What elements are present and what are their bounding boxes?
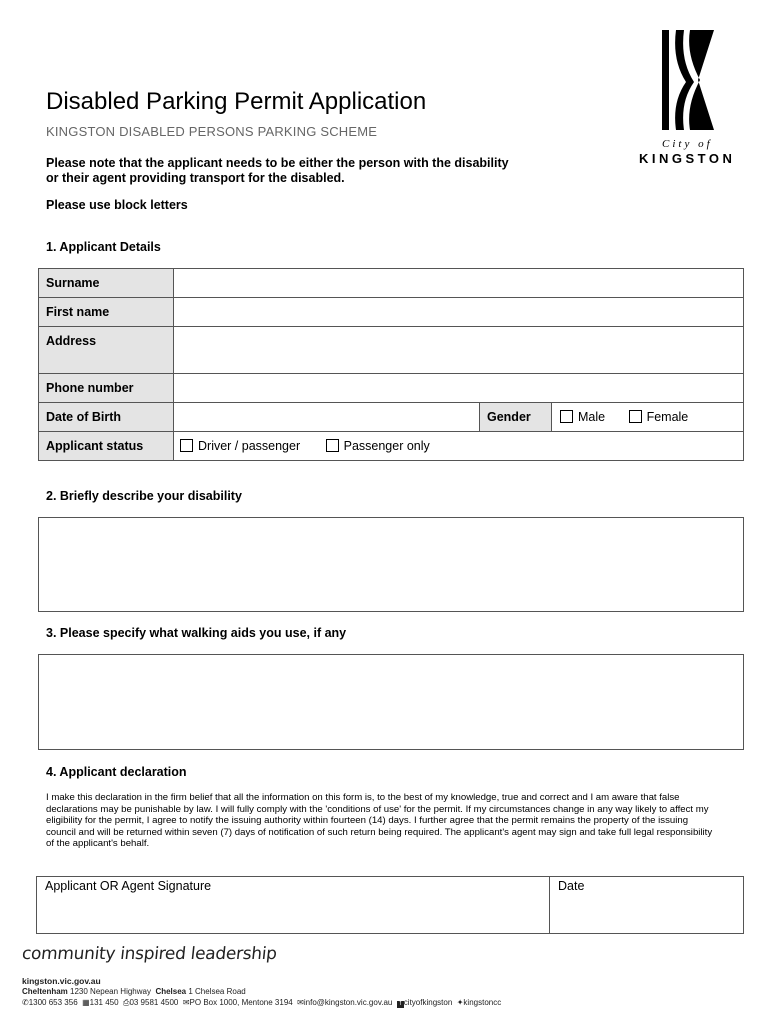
footer-facebook[interactable]: cityofkingston xyxy=(403,998,453,1007)
twitter-icon: ✦ xyxy=(456,998,464,1007)
gender-label: Gender xyxy=(480,403,552,432)
date-label: Date xyxy=(558,879,585,893)
female-checkbox[interactable] xyxy=(629,410,642,423)
footer-twitter[interactable]: kingstoncc xyxy=(463,998,502,1007)
driver-label: Driver / passenger xyxy=(198,439,301,453)
signature-box xyxy=(36,876,744,934)
section-4-heading: 4. Applicant declaration xyxy=(46,765,187,779)
passenger-checkbox[interactable] xyxy=(326,439,339,452)
first-name-label: First name xyxy=(39,298,174,327)
status-label: Applicant status xyxy=(39,432,174,461)
first-name-field[interactable] xyxy=(174,298,744,327)
footer-phone: 1300 653 356 xyxy=(28,998,78,1007)
tty-icon: ▦ xyxy=(82,998,90,1007)
dob-label: Date of Birth xyxy=(39,403,174,432)
surname-field[interactable] xyxy=(174,269,744,298)
section-1-heading: 1. Applicant Details xyxy=(46,240,161,254)
gender-options xyxy=(552,403,744,432)
address-label: Address xyxy=(39,327,174,374)
walking-aids-field[interactable] xyxy=(38,654,744,750)
note-line-1: Please note that the applicant needs to be either the person with the disability xyxy=(46,156,509,170)
cheltenham-label: Cheltenham xyxy=(22,987,68,996)
phone-icon: ✆ xyxy=(22,998,29,1007)
male-option[interactable] xyxy=(560,410,605,424)
kingston-logo-icon xyxy=(662,30,714,130)
phone-label: Phone number xyxy=(39,374,174,403)
section-2-heading: 2. Briefly describe your disability xyxy=(46,489,242,503)
female-label: Female xyxy=(646,410,689,424)
disability-description-field[interactable] xyxy=(38,517,744,612)
phone-field[interactable] xyxy=(174,374,744,403)
passenger-label: Passenger only xyxy=(343,439,430,453)
signature-field[interactable] xyxy=(39,895,545,931)
footer-contacts xyxy=(22,998,501,1008)
fax-icon: ⎙ xyxy=(123,998,130,1007)
driver-checkbox[interactable] xyxy=(180,439,193,452)
footer-addresses xyxy=(22,987,246,996)
date-field[interactable] xyxy=(553,895,739,931)
address-field[interactable] xyxy=(174,327,744,374)
logo-kingston: KINGSTON xyxy=(639,151,736,166)
block-letters-note: Please use block letters xyxy=(46,198,188,212)
mail-icon: ✉ xyxy=(182,998,190,1007)
email-icon: ✉ xyxy=(297,998,304,1007)
male-label: Male xyxy=(578,410,606,424)
note-line-2: or their agent providing transport for the disabled. xyxy=(46,171,345,185)
dob-field[interactable] xyxy=(174,403,480,432)
chelsea-address: 1 Chelsea Road xyxy=(188,987,246,996)
declaration-text: I make this declaration in the firm belief that all the information on this form is, to the best of my knowledge, true and correct and I am aware that false declarations may be punishable by law. I will fully comply with the 'conditions of use' for the permit. If my circumstances change in any way likely to affect my eligibility for the permit, I agree to notify the issuing authority within fourteen (14) days. I further agree that the permit remains the property of the issuing council and will be returned within seven (7) days of notification of such return being required. The applicant's agent may sign and take full legal responsibility of the applicant's behalf. xyxy=(46,792,713,850)
footer-tty: 131 450 xyxy=(89,998,119,1007)
cheltenham-address: 1230 Nepean Highway xyxy=(70,987,151,996)
footer-website[interactable]: kingston.vic.gov.au xyxy=(22,976,101,986)
section-3-heading: 3. Please specify what walking aids you use, if any xyxy=(46,626,347,640)
driver-option[interactable] xyxy=(180,439,300,453)
female-option[interactable] xyxy=(629,410,689,424)
footer-tagline: community inspired leadership xyxy=(20,944,278,964)
applicant-details-table xyxy=(38,268,744,461)
signature-label: Applicant OR Agent Signature xyxy=(45,879,212,893)
facebook-icon: f xyxy=(397,1001,404,1008)
signature-divider xyxy=(549,877,550,933)
chelsea-label: Chelsea xyxy=(155,987,187,996)
male-checkbox[interactable] xyxy=(560,410,573,423)
page-title: Disabled Parking Permit Application xyxy=(46,88,427,115)
logo-city-of: City of xyxy=(662,138,713,150)
footer-po-box: PO Box 1000, Mentone 3194 xyxy=(189,998,293,1007)
page-subtitle: KINGSTON DISABLED PERSONS PARKING SCHEME xyxy=(46,124,378,139)
status-options xyxy=(174,432,744,461)
footer-fax: 03 9581 4500 xyxy=(129,998,179,1007)
passenger-option[interactable] xyxy=(326,439,430,453)
surname-label: Surname xyxy=(39,269,174,298)
footer-email[interactable]: info@kingston.vic.gov.au xyxy=(303,998,393,1007)
